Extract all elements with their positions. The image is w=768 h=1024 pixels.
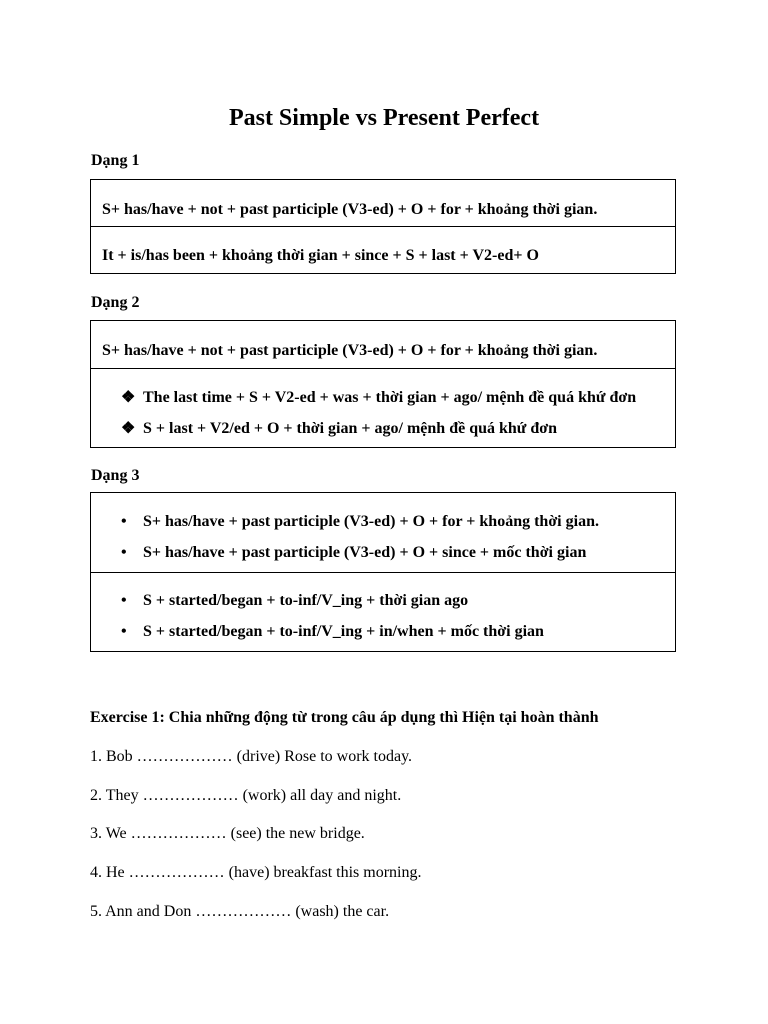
exercise-item: 4. He ……………… (have) breakfast this morning. — [90, 864, 422, 881]
bullet-text: S + last + V2/ed + O + thời gian + ago/ mệnh đề quá khứ đơn — [143, 420, 558, 437]
formula-row — [91, 493, 675, 572]
dot-bullet-icon: • — [121, 544, 127, 561]
section-heading-2: Dạng 2 — [91, 294, 140, 311]
diamond-bullet-icon: ❖ — [121, 389, 136, 406]
bullet-text: S + started/began + to-inf/V_ing + in/when + mốc thời gian — [143, 623, 544, 640]
bullet-item — [121, 591, 468, 611]
formula-row — [91, 321, 675, 368]
exercise-item: 1. Bob ……………… (drive) Rose to work today. — [90, 748, 413, 765]
bullet-text: S+ has/have + past participle (V3-ed) + O + for + khoảng thời gian. — [143, 513, 599, 530]
exercise-item: 3. We ……………… (see) the new bridge. — [90, 825, 365, 842]
dot-bullet-icon: • — [121, 592, 127, 609]
bullet-item — [121, 388, 636, 408]
dot-bullet-icon: • — [121, 623, 127, 640]
bullet-text: The last time + S + V2-ed + was + thời gian + ago/ mệnh đề quá khứ đơn — [143, 389, 637, 406]
formula-line: It + is/has been + khoảng thời gian + since + S + last + V2-ed+ O — [102, 247, 539, 264]
section-heading-1: Dạng 1 — [91, 152, 140, 169]
diamond-bullet-icon: ❖ — [121, 420, 136, 437]
exercise-heading: Exercise 1: Chia những động từ trong câu áp dụng thì Hiện tại hoàn thành — [90, 709, 599, 726]
formula-box-2 — [90, 320, 676, 448]
section-heading-3: Dạng 3 — [91, 467, 140, 484]
bullet-item — [121, 419, 557, 439]
bullet-text: S + started/began + to-inf/V_ing + thời gian ago — [143, 592, 469, 609]
formula-row — [91, 572, 675, 651]
formula-row — [91, 180, 675, 226]
formula-box-1 — [90, 179, 676, 274]
dot-bullet-icon: • — [121, 513, 127, 530]
formula-line: S+ has/have + not + past participle (V3-ed) + O + for + khoảng thời gian. — [102, 201, 598, 218]
formula-box-3 — [90, 492, 676, 652]
exercise-item: 5. Ann and Don ……………… (wash) the car. — [90, 903, 390, 920]
exercise-item: 2. They ……………… (work) all day and night. — [90, 787, 402, 804]
bullet-item — [121, 543, 586, 563]
bullet-text: S+ has/have + past participle (V3-ed) + O + since + mốc thời gian — [143, 544, 587, 561]
formula-line: S+ has/have + not + past participle (V3-ed) + O + for + khoảng thời gian. — [102, 342, 598, 359]
bullet-item — [121, 512, 599, 532]
bullet-item — [121, 622, 544, 642]
formula-row — [91, 368, 675, 447]
page-title: Past Simple vs Present Perfect — [228, 105, 540, 131]
formula-row — [91, 226, 675, 273]
